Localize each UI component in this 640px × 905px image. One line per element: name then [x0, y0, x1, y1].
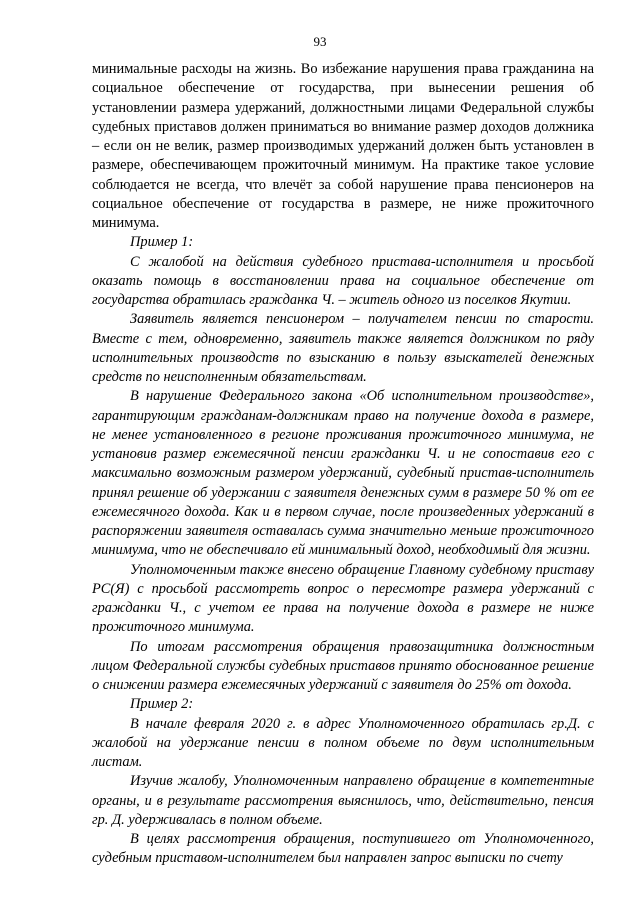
- example-2-paragraph-request: В целях рассмотрения обращения, поступившего от Уполномоченного, судебным приставом-исполнителем был направлен запрос выписки по счету: [92, 831, 594, 867]
- example-2-heading: Пример 2:: [130, 696, 194, 713]
- example-1-paragraph-violation: В нарушение Федерального закона «Об исполнительном производстве», гарантирующим гражданам-должникам право на получение дохода в размере, не менее установленного в регионе проживания прожиточного минимума, не установив размер ежемесячной пенсии гражданки Ч. и не сопоставив его с максимально возможным размером удержаний, судебный пристав-исполнитель принял решение об удержании с заявителя денежных сумм в размере 50 % от ее ежемесячного дохода. Как и в первом случае, после произведенных удержаний в распоряжении заявителя оставалась сумма значительно меньше прожиточного минимума, что не обеспечивало ей минимальный доход, необходимый для жизни.: [92, 388, 594, 559]
- example-1-paragraph-appeal: Уполномоченным также внесено обращение Главному судебному приставу РС(Я) с просьбой рассмотреть вопрос о пересмотре размера удержаний с гражданки Ч., с учетом ее права на получение дохода в размере не ниже прожиточного минимума.: [92, 561, 594, 636]
- paragraph-intro: минимальные расходы на жизнь. Во избежание нарушения права гражданина на социальное обеспечение от государства, при вынесении решения об установлении размера удержаний, должностными лицами Федеральной службы судебных приставов должен приниматься во внимание размер доходов должника – если он не велик, размер производимых удержаний должен быть установлен в размере, обеспечивающем прожиточный минимум. На практике такое условие соблюдается не всегда, что влечёт за собой нарушение права пенсионеров на социальное обеспечение от государства в размере, не ниже прожиточного минимума.: [92, 61, 594, 231]
- example-1-paragraph-complaint: С жалобой на действия судебного пристава-исполнителя и просьбой оказать помощь в восстановлении права на социальное обеспечение от государства обратилась гражданка Ч. – житель одного из поселков Якутии.: [92, 253, 594, 308]
- page-body: [92, 60, 594, 869]
- example-1-paragraph-applicant: Заявитель является пенсионером – получателем пенсии по старости. Вместе с тем, одновременно, заявитель также является должником по ряду исполнительных производств по взысканию в пользу взыскателей денежных средств по неисполненным обязательствам.: [92, 311, 594, 385]
- example-2-paragraph-review: Изучив жалобу, Уполномоченным направлено обращение в компетентные органы, и в результате рассмотрения выяснилось, что, действительно, пенсия гр. Д. удерживалась в полном объеме.: [92, 773, 594, 828]
- example-1-heading: Пример 1:: [130, 234, 194, 251]
- page-number: 93: [313, 34, 327, 49]
- example-1-paragraph-result: По итогам рассмотрения обращения правозащитника должностным лицом Федеральной службы судебных приставов принято обоснованное решение о снижении размера ежемесячных удержаний с заявителя до 25% от дохода.: [92, 638, 594, 693]
- example-2-paragraph-complaint: В начале февраля 2020 г. в адрес Уполномоченного обратилась гр.Д. с жалобой на удержание пенсии в полном объеме по двум исполнительным листам.: [92, 715, 594, 770]
